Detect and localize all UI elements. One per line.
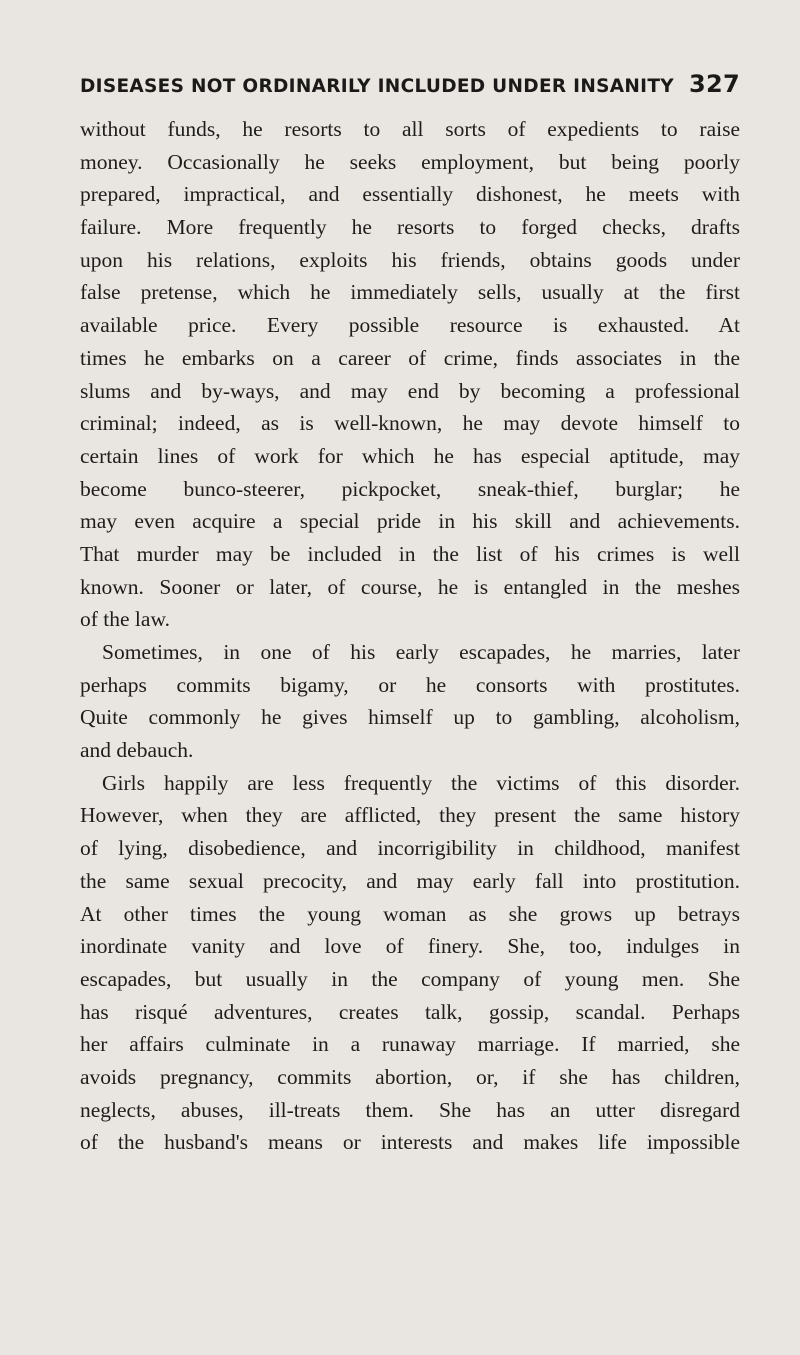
text-line: available price. Every possible resource is exhausted. At xyxy=(80,313,740,338)
text-line: avoids pregnancy, commits abortion, or, if she has children, xyxy=(80,1064,740,1089)
paragraph-end-line: of the law. xyxy=(80,607,170,632)
text-line: upon his relations, exploits his friends, obtains goods under xyxy=(80,247,740,272)
text-line: However, when they are afflicted, they present the same history xyxy=(80,803,740,828)
text-line: may even acquire a special pride in his skill and achievements. xyxy=(80,509,740,534)
paragraph-start-line: Girls happily are less frequently the victims of this disorder. xyxy=(102,770,740,795)
running-header xyxy=(80,70,740,110)
text-line: perhaps commits bigamy, or he consorts with prostitutes. xyxy=(80,672,740,697)
text-line: has risqué adventures, creates talk, gossip, scandal. Perhaps xyxy=(80,999,740,1024)
paragraph-end-line: and debauch. xyxy=(80,738,194,763)
chapter-title: DISEASES NOT ORDINARILY INCLUDED UNDER INSANITY xyxy=(80,76,674,97)
text-line: That murder may be included in the list of his crimes is well xyxy=(80,541,740,566)
body-text xyxy=(80,113,740,1159)
text-line: slums and by-ways, and may end by becoming a professional xyxy=(80,378,740,403)
text-line: Quite commonly he gives himself up to gambling, alcoholism, xyxy=(80,705,740,730)
text-line: money. Occasionally he seeks employment, but being poorly xyxy=(80,149,740,174)
text-line: prepared, impractical, and essentially dishonest, he meets with xyxy=(80,182,740,207)
paragraph-start-line: Sometimes, in one of his early escapades, he marries, later xyxy=(102,640,740,664)
text-line: inordinate vanity and love of finery. She, too, indulges in xyxy=(80,934,740,959)
text-line: times he embarks on a career of crime, finds associates in the xyxy=(80,345,740,370)
text-line: neglects, abuses, ill-treats them. She has an utter disregard xyxy=(80,1097,740,1122)
text-line: certain lines of work for which he has especial aptitude, may xyxy=(80,443,740,468)
text-line: failure. More frequently he resorts to forged checks, drafts xyxy=(80,215,740,240)
text-line: false pretense, which he immediately sells, usually at the first xyxy=(80,280,740,305)
text-line: become bunco-steerer, pickpocket, sneak-thief, burglar; he xyxy=(80,476,740,501)
text-line: of lying, disobedience, and incorrigibility in childhood, manifest xyxy=(80,836,740,861)
text-line: criminal; indeed, as is well-known, he may devote himself to xyxy=(80,411,740,436)
text-line: the same sexual precocity, and may early fall into prostitution. xyxy=(80,868,740,893)
text-line: escapades, but usually in the company of young men. She xyxy=(80,966,740,991)
text-line: without funds, he resorts to all sorts of expedients to raise xyxy=(80,117,740,141)
text-line: known. Sooner or later, of course, he is entangled in the meshes xyxy=(80,574,740,599)
text-line: her affairs culminate in a runaway marriage. If married, she xyxy=(80,1032,740,1057)
text-line: At other times the young woman as she grows up betrays xyxy=(80,901,740,926)
page-number: 327 xyxy=(689,70,740,98)
text-line: of the husband's means or interests and makes life impossible xyxy=(80,1130,740,1155)
